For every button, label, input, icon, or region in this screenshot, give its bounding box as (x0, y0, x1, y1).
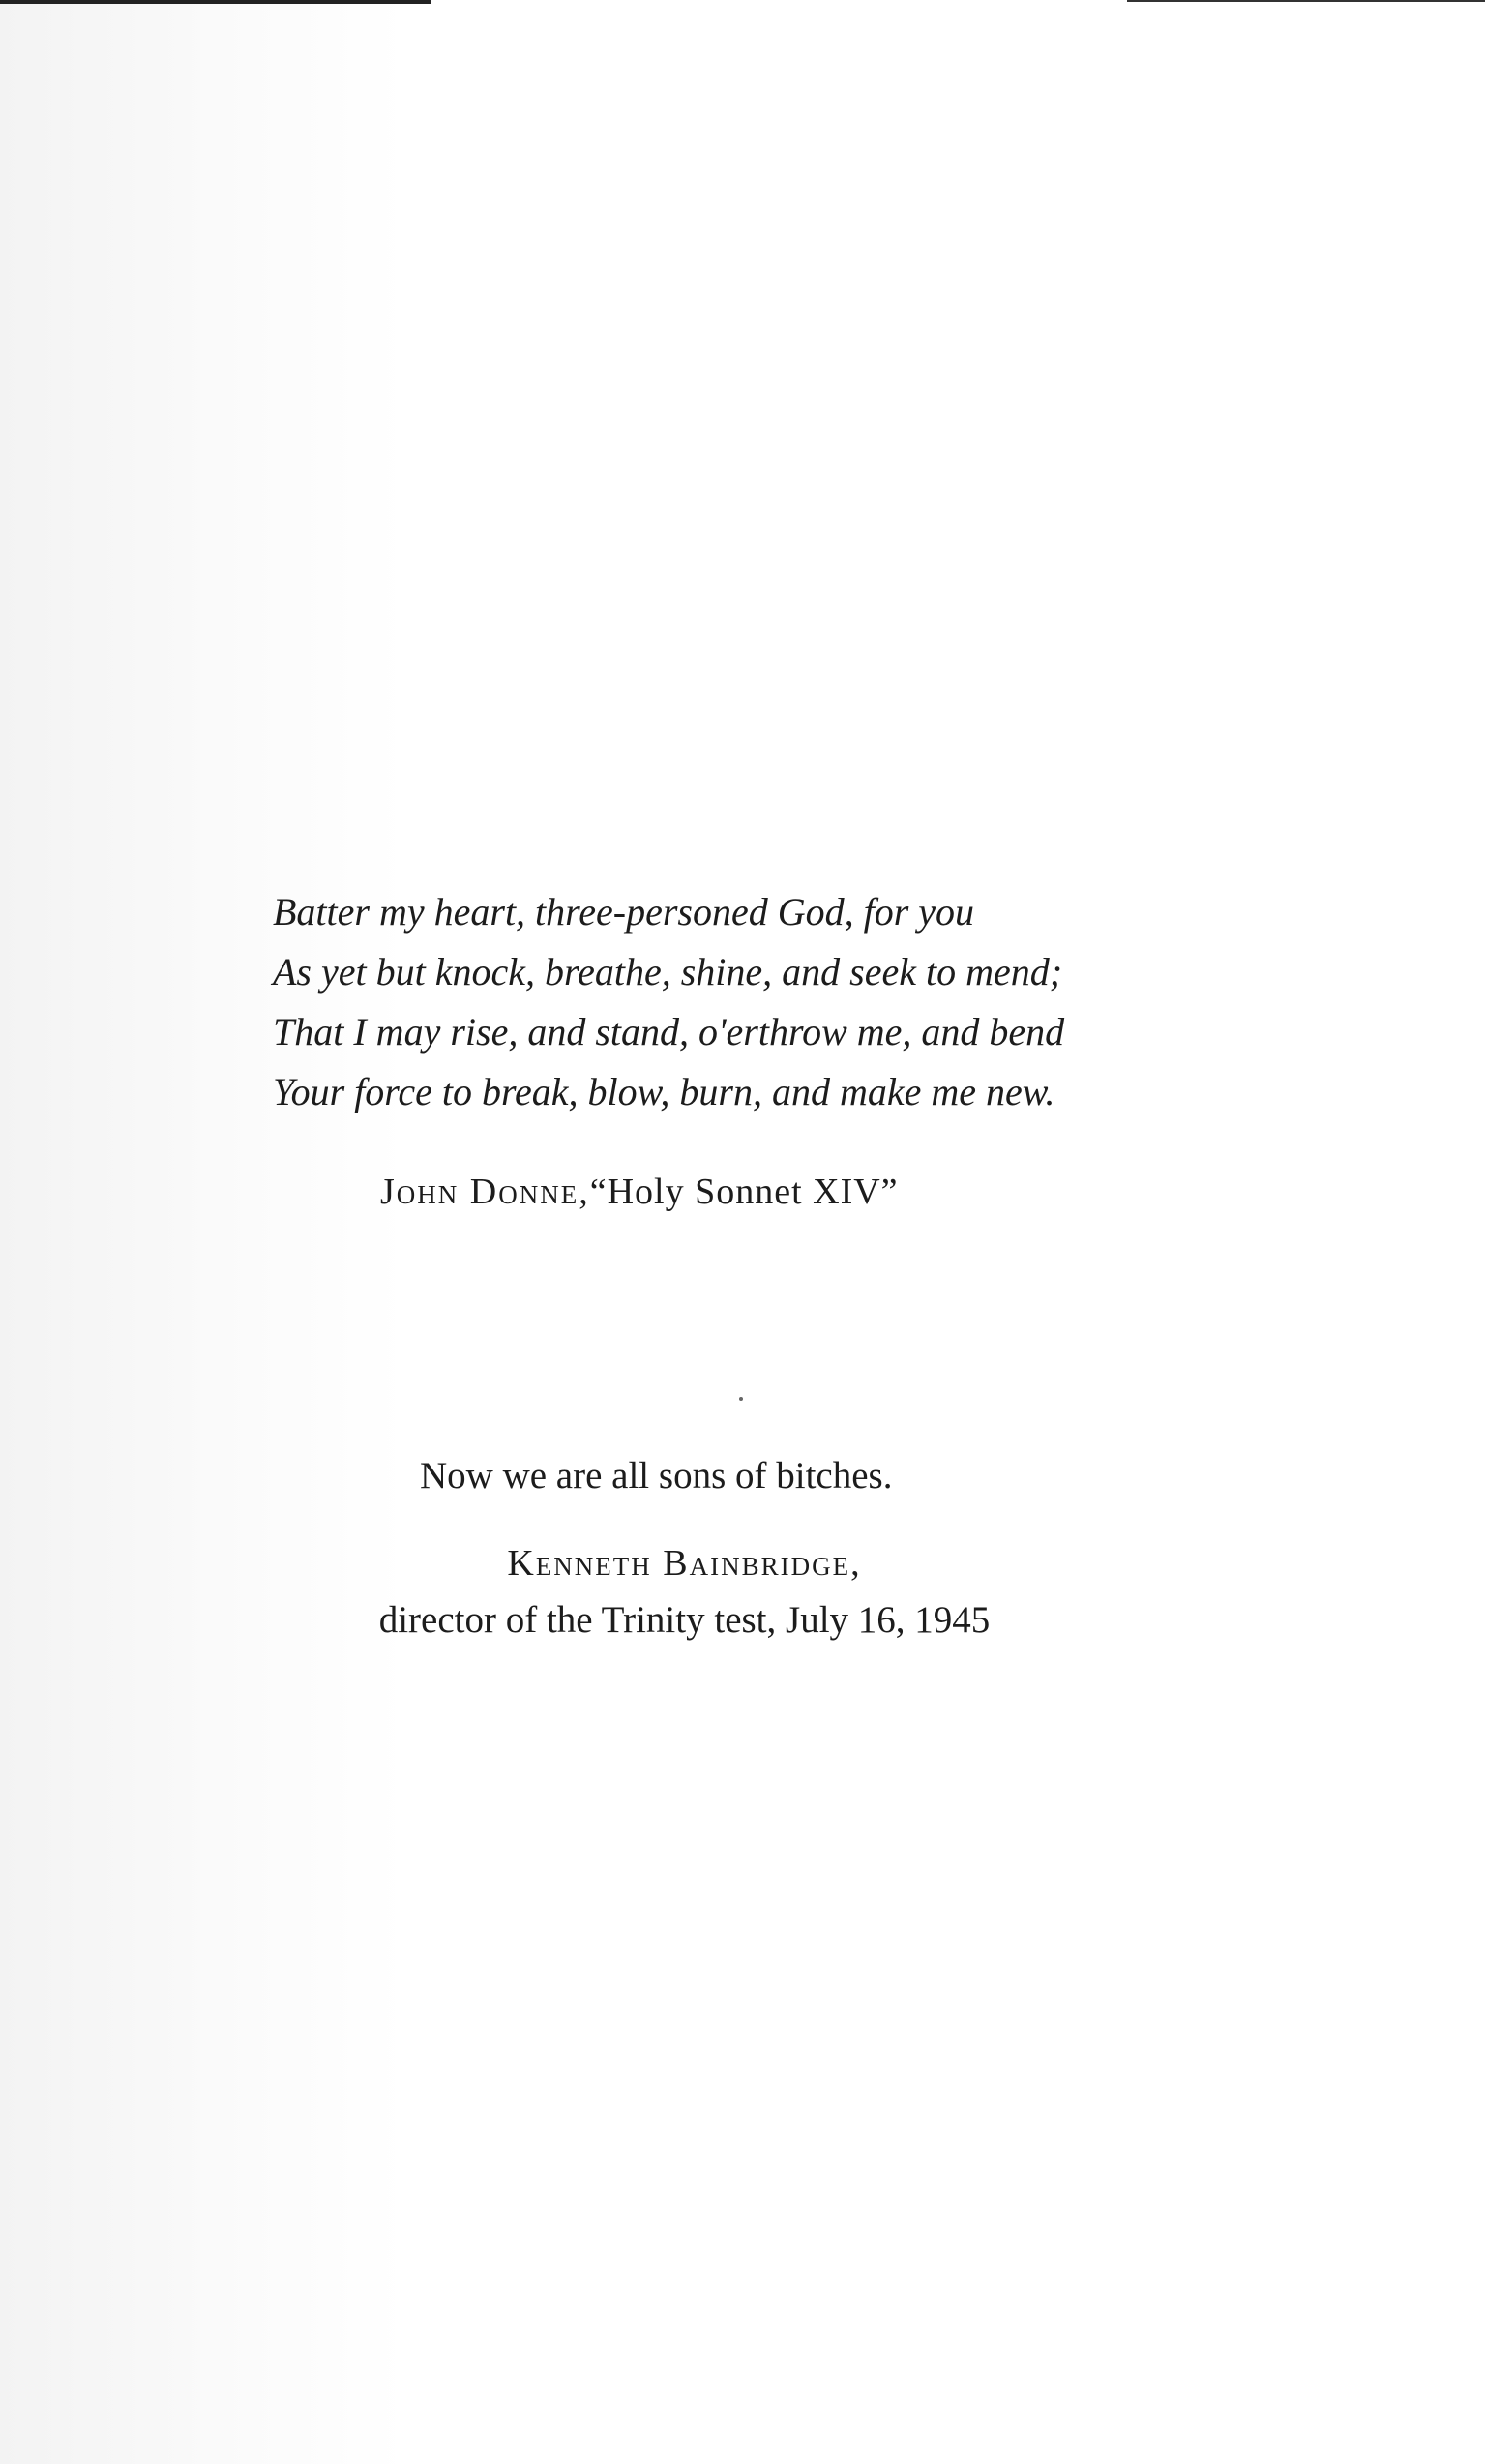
verse-line-1: Batter my heart, three-personed God, for you (273, 890, 975, 934)
epigraph-donne-attribution (380, 1167, 899, 1217)
epigraph-donne-verse (273, 882, 1240, 1122)
attribution-work: “Holy Sonnet XIV” (589, 1172, 899, 1212)
print-speck (739, 1397, 743, 1401)
epigraph-bainbridge-quote: Now we are all sons of bitches. (420, 1455, 893, 1497)
epigraph-bainbridge-role: director of the Trinity test, July 16, 1945 (378, 1599, 991, 1641)
verse-line-3: That I may rise, and stand, o'erthrow me, and bend (273, 1010, 1065, 1054)
verse-line-2: As yet but knock, breathe, shine, and seek to mend; (273, 950, 1063, 994)
epigraph-bainbridge-author: Kenneth Bainbridge, (507, 1543, 862, 1584)
scan-edge-left (0, 0, 431, 4)
verse-line-4: Your force to break, blow, burn, and make me new. (273, 1070, 1055, 1113)
attribution-author: John Donne, (380, 1172, 590, 1212)
scan-edge-right (1127, 0, 1485, 2)
